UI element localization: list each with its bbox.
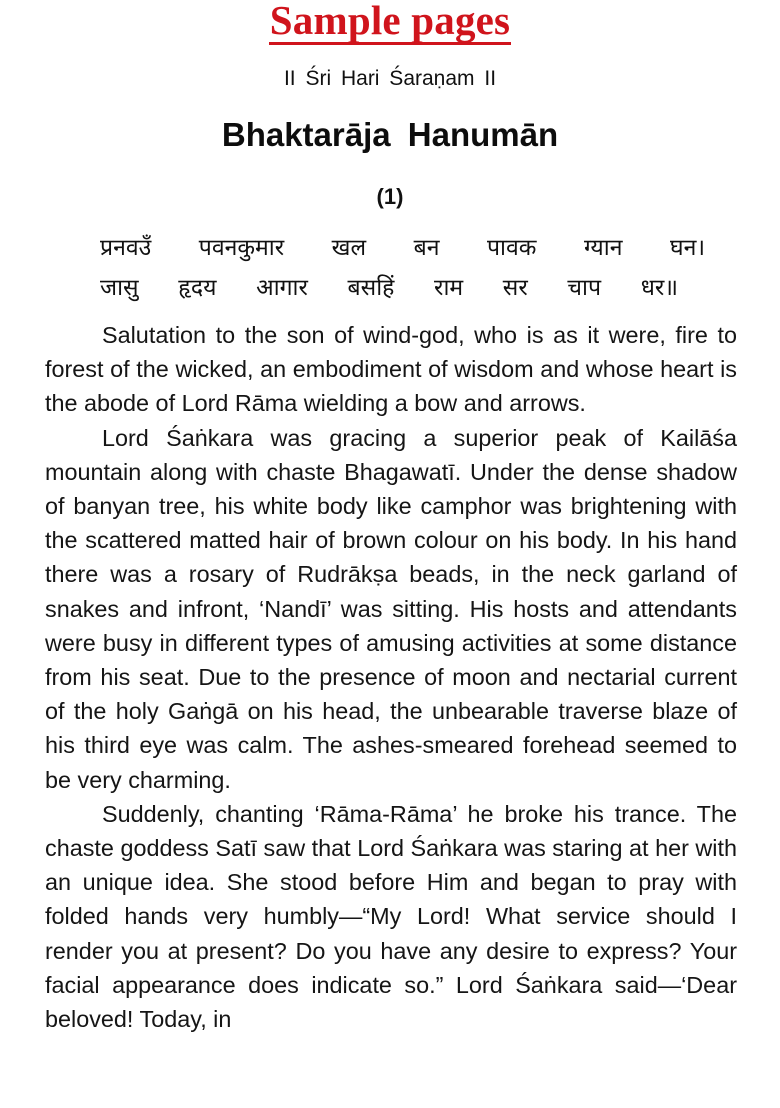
sample-pages-banner bbox=[0, 0, 780, 45]
verse-word: हृदय bbox=[178, 275, 217, 301]
verse-word: पावक bbox=[486, 235, 537, 261]
verse-word: खल bbox=[331, 235, 367, 261]
verse-word: आगार bbox=[256, 275, 308, 301]
verse-word: राम bbox=[434, 275, 464, 301]
verse-word: सर bbox=[502, 275, 528, 301]
verse-word: चाप bbox=[567, 275, 602, 301]
body-text bbox=[45, 318, 737, 1036]
devanagari-verse bbox=[100, 228, 706, 308]
chapter-title: Bhaktarāja Hanumān bbox=[221, 116, 559, 153]
verse-word: जासु bbox=[100, 275, 139, 301]
paragraph-lord-sankara: Lord Śaṅkara was gracing a superior peak of Kailāśa mountain along with chaste Bhagawatī. Under the dense shadow of banyan tree, his white body like camphor was brightening with the scattered matted hair of brown colour on his body. In his hand there was a rosary of Rudrākṣa beads, in the neck garland of snakes and infront, ‘Nandī’ was sitting. His hosts and attendants were busy in different types of amusing activities at some distance from his seat. Due to the presence of moon and nectarial current of the holy Gaṅgā on his head, the unbearable traverse blaze of his third eye was calm. The ashes-smeared forehead seemed to be very charming. bbox=[45, 424, 737, 793]
verse-word: ग्यान bbox=[583, 235, 623, 261]
verse-line-1 bbox=[100, 228, 705, 268]
verse-word: धर॥ bbox=[640, 275, 679, 301]
verse-word: घन। bbox=[670, 235, 706, 261]
banner-title: Sample pages bbox=[269, 0, 511, 43]
verse-word: प्रनवउँ bbox=[100, 235, 152, 261]
verse-word: बन bbox=[413, 235, 440, 261]
paragraph-suddenly: Suddenly, chanting ‘Rāma-Rāma’ he broke his trance. The chaste goddess Satī saw that Lord Śaṅkara was staring at her with an unique idea. She stood before Him and began to pray with folded hands very humbly—“My Lord! What service should I render you at present? Do you have any desire to express? Your facial appearance does indicate so.” Lord Śaṅkara said—‘Dear beloved! Today, in bbox=[45, 800, 737, 1033]
chapter-number: (1) bbox=[376, 184, 404, 209]
verse-word: पवनकुमार bbox=[198, 235, 285, 261]
verse-line-2 bbox=[100, 268, 678, 308]
verse-word: बसहिं bbox=[347, 275, 395, 301]
invocation-line: II Śri Hari Śaraṇam II bbox=[283, 67, 497, 90]
paragraph-salutation: Salutation to the son of wind-god, who is as it were, fire to forest of the wicked, an embodiment of wisdom and whose heart is the abode of Lord Rāma wielding a bow and arrows. bbox=[45, 322, 737, 417]
